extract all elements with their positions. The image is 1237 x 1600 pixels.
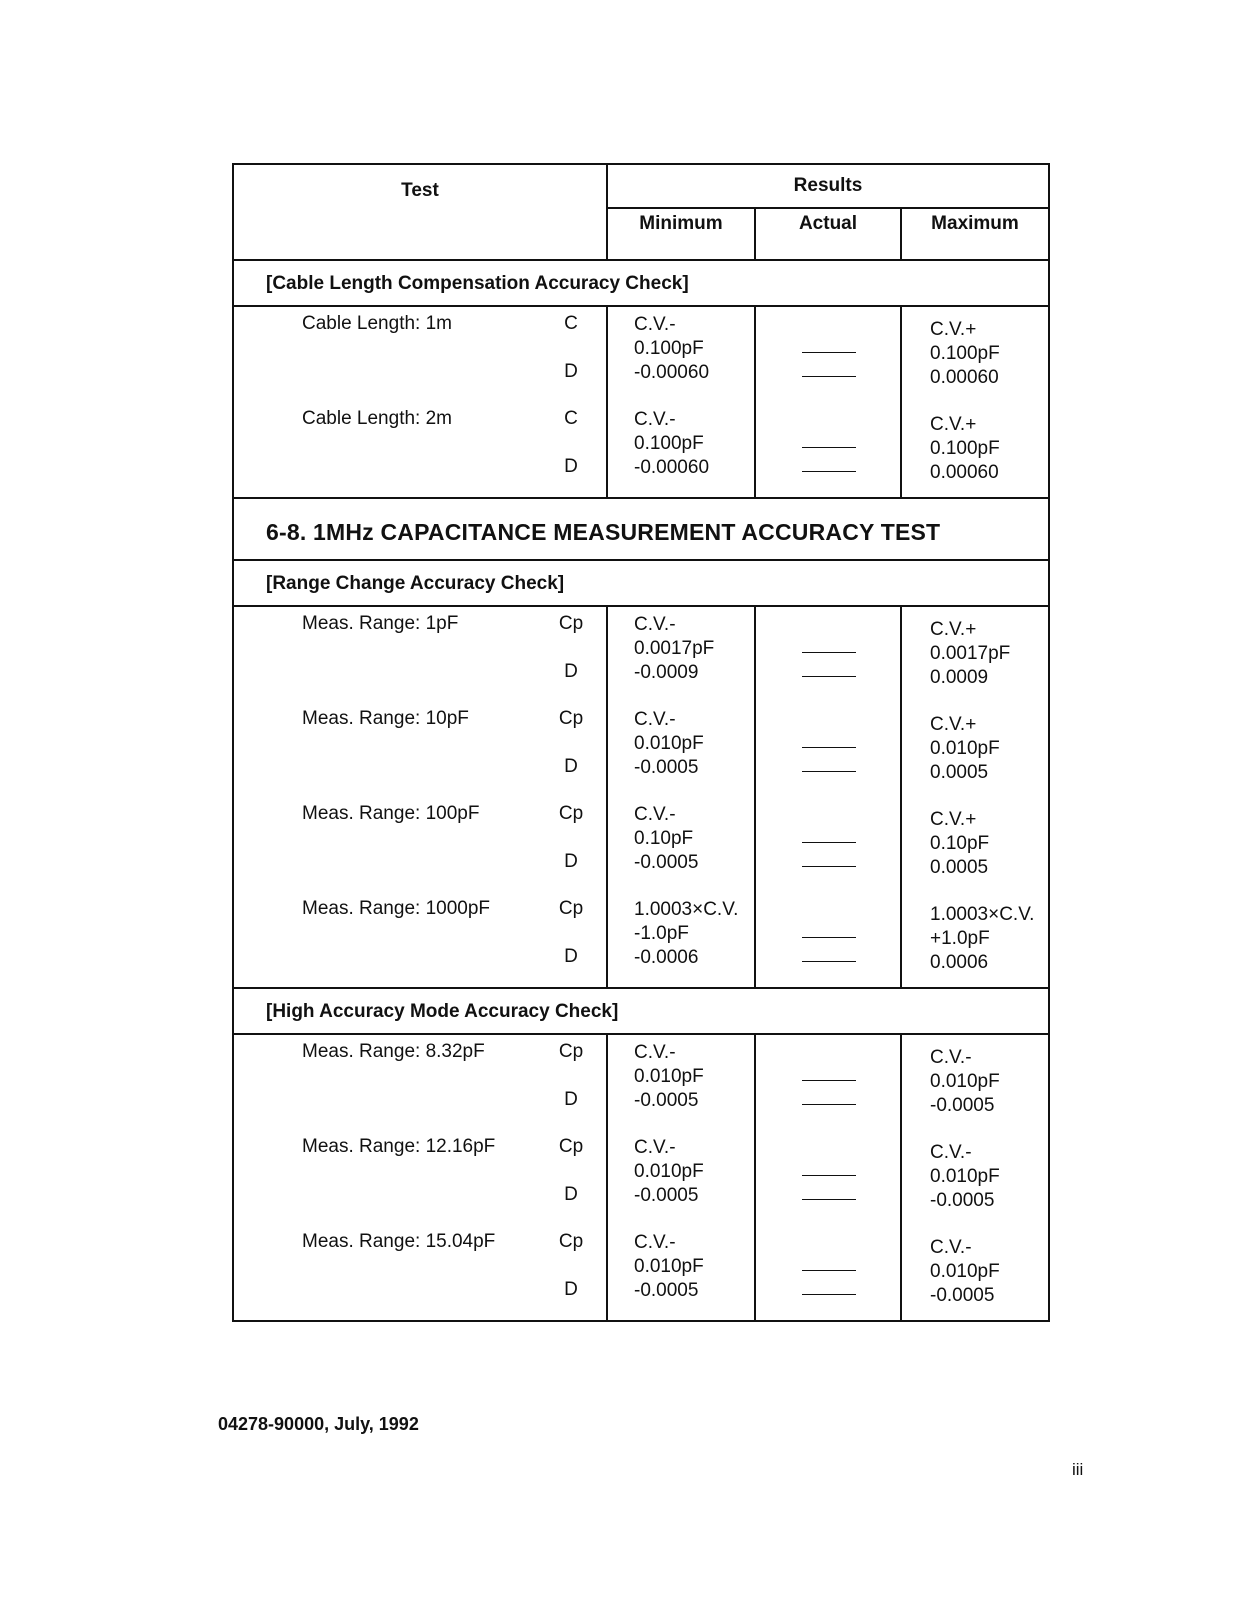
minimum-line: 0.010pF [634,1256,704,1277]
table-row [234,607,1048,702]
maximum-line: C.V.- [930,1237,972,1258]
minimum-value [634,313,709,385]
document-footer: 04278-90000, July, 1992 [218,1414,419,1434]
maximum-line: 1.0003×C.V. [930,904,1035,925]
actual-entry-blank[interactable] [802,1104,856,1105]
table-row [234,702,1048,797]
table-row [234,1225,1048,1320]
maximum-line: 0.10pF [930,833,990,854]
high-section-title: [High Accuracy Mode Accuracy Check] [234,989,1048,1035]
minimum-line: -1.0pF [634,923,689,944]
minimum-line: -0.0005 [634,1280,699,1301]
test-column-header [234,165,608,259]
maximum-line: 0.00060 [930,462,999,483]
maximum-line: 0.0017pF [930,643,1011,664]
parameter-primary: Cp [558,1136,584,1157]
minimum-value [634,803,698,875]
main-title: 6-8. 1MHz CAPACITANCE MEASUREMENT ACCURACY TEST [234,499,1048,561]
parameter-primary: Cp [558,1041,584,1062]
table-header [234,165,1048,261]
minimum-line: -0.0005 [634,852,699,873]
table-row [234,1035,1048,1130]
minimum-line: 0.10pF [634,828,694,849]
maximum-line: 0.0005 [930,762,989,783]
maximum-line: 0.100pF [930,343,1000,364]
maximum-line: -0.0005 [930,1190,995,1211]
minimum-value [634,1136,704,1208]
maximum-line: -0.0005 [930,1285,995,1306]
minimum-line: C.V.- [634,804,676,825]
minimum-line: -0.00060 [634,457,710,478]
maximum-value [930,618,1010,690]
maximum-line: C.V.+ [930,319,977,340]
maximum-line: C.V.- [930,1142,972,1163]
minimum-line: C.V.- [634,1042,676,1063]
maximum-line: C.V.+ [930,809,977,830]
minimum-value [634,708,704,780]
parameter-primary: Cp [558,803,584,824]
results-header: Results [608,165,1048,209]
maximum-line: 0.010pF [930,738,1000,759]
minimum-value [634,898,738,970]
parameter-d: D [564,361,578,382]
minimum-value [634,1041,704,1113]
maximum-line: 0.010pF [930,1261,1000,1282]
row-label: Meas. Range: 15.04pF [302,1231,496,1252]
maximum-line: 0.010pF [930,1166,1000,1187]
actual-entry-blank[interactable] [802,652,856,653]
table-row [234,307,1048,402]
maximum-line: C.V.- [930,1047,972,1068]
actual-entry-blank[interactable] [802,471,856,472]
maximum-value [930,713,1000,785]
actual-entry-blank[interactable] [802,676,856,677]
maximum-line: 0.010pF [930,1071,1000,1092]
maximum-line: 0.0005 [930,857,989,878]
maximum-value [930,318,1000,390]
actual-entry-blank[interactable] [802,842,856,843]
parameter-d: D [564,1089,578,1110]
maximum-value [930,1236,1000,1308]
actual-entry-blank[interactable] [802,961,856,962]
maximum-value [930,1141,1000,1213]
actual-entry-blank[interactable] [802,1199,856,1200]
parameter-primary: Cp [558,708,584,729]
row-label: Meas. Range: 12.16pF [302,1136,496,1157]
minimum-line: C.V.- [634,709,676,730]
row-label: Meas. Range: 100pF [302,803,480,824]
minimum-line: -0.0006 [634,947,699,968]
maximum-line: +1.0pF [930,928,990,949]
maximum-value [930,808,989,880]
minimum-line: -0.0005 [634,1090,699,1111]
high-section-block [234,1035,1048,1320]
parameter-primary: Cp [558,613,584,634]
row-label: Cable Length: 1m [302,313,452,334]
actual-entry-blank[interactable] [802,1270,856,1271]
actual-entry-blank[interactable] [802,376,856,377]
test-results-table [232,163,1050,1322]
maximum-line: 0.100pF [930,438,1000,459]
actual-entry-blank[interactable] [802,747,856,748]
actual-entry-blank[interactable] [802,771,856,772]
parameter-d: D [564,456,578,477]
maximum-value [930,413,1000,485]
minimum-line: C.V.- [634,1232,676,1253]
minimum-line: 0.100pF [634,433,704,454]
cable-section-block [234,307,1048,499]
parameter-primary: Cp [558,898,584,919]
maximum-line: C.V.+ [930,619,977,640]
maximum-line: 0.0006 [930,952,989,973]
page-number: iii [1072,1460,1084,1479]
table-row [234,797,1048,892]
cable-section-title: [Cable Length Compensation Accuracy Check] [234,261,1048,307]
minimum-line: 0.010pF [634,1161,704,1182]
parameter-d: D [564,661,578,682]
minimum-line: C.V.- [634,409,676,430]
test-header-label: Test [401,180,439,201]
minimum-line: -0.00060 [634,362,710,383]
minimum-line: -0.0005 [634,1185,699,1206]
parameter-d: D [564,756,578,777]
minimum-value [634,408,709,480]
minimum-line: 0.010pF [634,733,704,754]
parameter-d: D [564,851,578,872]
range-section-title: [Range Change Accuracy Check] [234,561,1048,607]
minimum-line: -0.0009 [634,662,699,683]
table-row [234,1130,1048,1225]
maximum-value [930,1046,1000,1118]
actual-entry-blank[interactable] [802,1175,856,1176]
parameter-primary: C [564,313,578,334]
minimum-line: C.V.- [634,314,676,335]
minimum-value [634,1231,704,1303]
minimum-line: -0.0005 [634,757,699,778]
parameter-d: D [564,1184,578,1205]
row-label: Meas. Range: 10pF [302,708,469,729]
actual-entry-blank[interactable] [802,866,856,867]
actual-header: Actual [756,209,902,259]
parameter-primary: Cp [558,1231,584,1252]
maximum-line: -0.0005 [930,1095,995,1116]
minimum-value [634,613,714,685]
maximum-line: 0.0009 [930,667,989,688]
maximum-value [930,903,1034,975]
minimum-line: 0.010pF [634,1066,704,1087]
row-label: Meas. Range: 1000pF [302,898,491,919]
parameter-d: D [564,946,578,967]
minimum-line: C.V.- [634,1137,676,1158]
actual-entry-blank[interactable] [802,1294,856,1295]
parameter-primary: C [564,408,578,429]
maximum-header: Maximum [931,213,1019,234]
actual-entry-blank[interactable] [802,352,856,353]
maximum-line: C.V.+ [930,714,977,735]
maximum-line: C.V.+ [930,414,977,435]
actual-entry-blank[interactable] [802,937,856,938]
minimum-line: 1.0003×C.V. [634,899,739,920]
table-row [234,892,1048,987]
row-label: Meas. Range: 1pF [302,613,459,634]
table-row [234,402,1048,497]
row-label: Meas. Range: 8.32pF [302,1041,485,1062]
actual-entry-blank[interactable] [802,1080,856,1081]
minimum-line: 0.100pF [634,338,704,359]
range-section-block [234,607,1048,989]
row-label: Cable Length: 2m [302,408,452,429]
actual-entry-blank[interactable] [802,447,856,448]
maximum-line: 0.00060 [930,367,999,388]
minimum-line: 0.0017pF [634,638,715,659]
minimum-line: C.V.- [634,614,676,635]
parameter-d: D [564,1279,578,1300]
minimum-header: Minimum [608,209,756,259]
